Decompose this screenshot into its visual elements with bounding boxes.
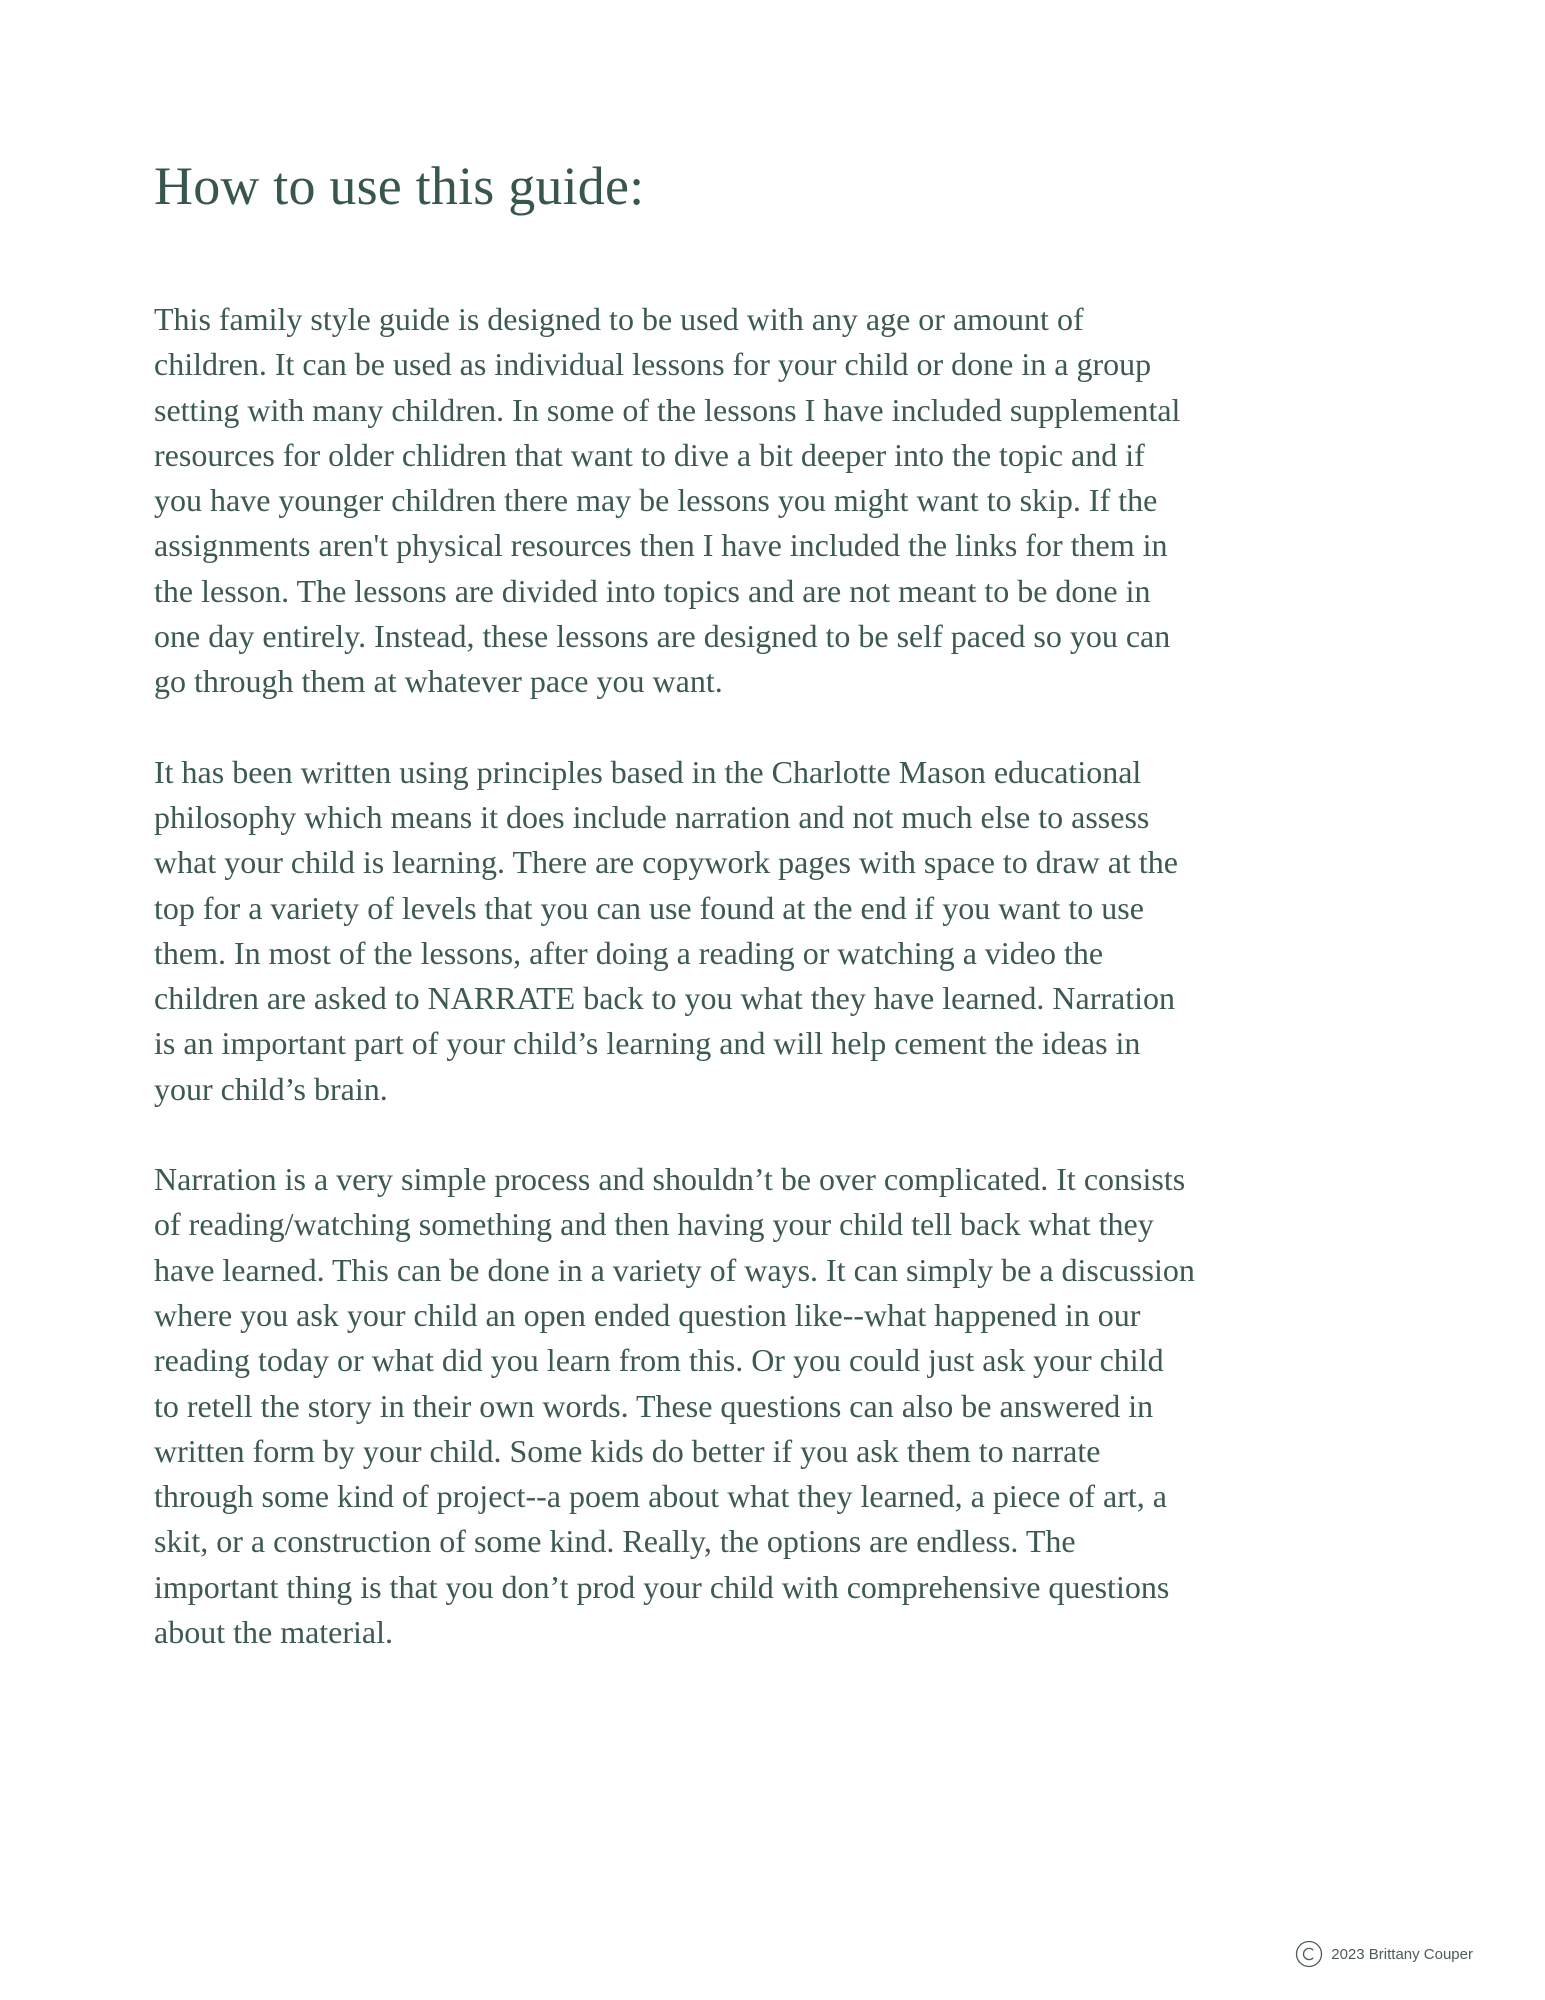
paragraph-line: to retell the story in their own words. These questions can also be answered in [154, 1387, 1154, 1424]
copyright-icon [1295, 1940, 1323, 1968]
paragraph-line: children. It can be used as individual lessons for your child or done in a group [154, 346, 1152, 383]
paragraph-line: is an important part of your child’s learning and will help cement the ideas in [154, 1025, 1141, 1062]
paragraph-line: where you ask your child an open ended question like--what happened in our [154, 1296, 1141, 1333]
paragraph-line: about the material. [154, 1614, 394, 1651]
paragraph-line: have learned. This can be done in a variety of ways. It can simply be a discussion [154, 1251, 1195, 1288]
paragraph-line: assignments aren't physical resources then I have included the links for them in [154, 527, 1168, 564]
paragraph-3 [154, 1157, 1409, 1655]
paragraph-line: what your child is learning. There are copywork pages with space to draw at the [154, 844, 1178, 881]
paragraph-line: reading today or what did you learn from this. Or you could just ask your child [154, 1342, 1164, 1379]
paragraph-line: It has been written using principles based in the Charlotte Mason educational [154, 753, 1142, 790]
paragraph-line: your child’s brain. [154, 1070, 388, 1107]
paragraph-line: written form by your child. Some kids do better if you ask them to narrate [154, 1432, 1101, 1469]
paragraph-line: through some kind of project--a poem about what they learned, a piece of art, a [154, 1478, 1167, 1515]
paragraph-line: one day entirely. Instead, these lessons are designed to be self paced so you can [154, 618, 1171, 655]
paragraph-line: go through them at whatever pace you want. [154, 663, 723, 700]
paragraph-line: setting with many children. In some of the lessons I have included supplemental [154, 391, 1181, 428]
paragraph-line: you have younger children there may be lessons you might want to skip. If the [154, 482, 1158, 519]
paragraph-line: philosophy which means it does include narration and not much else to assess [154, 798, 1150, 835]
paragraph-line: children are asked to NARRATE back to you what they have learned. Narration [154, 980, 1175, 1017]
paragraph-line: This family style guide is designed to be used with any age or amount of [154, 301, 1084, 337]
paragraph-line: them. In most of the lessons, after doing a reading or watching a video the [154, 934, 1104, 971]
paragraph-line: Narration is a very simple process and shouldn’t be over complicated. It consists [154, 1161, 1186, 1198]
paragraph-1 [154, 297, 1409, 705]
guide-body [154, 297, 1409, 1655]
paragraph-line: of reading/watching something and then having your child tell back what they [154, 1206, 1154, 1243]
paragraph-line: skit, or a construction of some kind. Really, the options are endless. The [154, 1523, 1076, 1560]
paragraph-line: important thing is that you don’t prod your child with comprehensive questions [154, 1568, 1170, 1605]
paragraph-line: top for a variety of levels that you can use found at the end if you want to use [154, 889, 1144, 926]
paragraph-2 [154, 750, 1409, 1112]
page-title: How to use this guide: [154, 156, 645, 216]
guide-page [154, 150, 1409, 1700]
copyright-footer [1295, 1940, 1473, 1968]
paragraph-line: resources for older chlidren that want to dive a bit deeper into the topic and if [154, 436, 1145, 473]
copyright-text: 2023 Brittany Couper [1331, 1945, 1473, 1963]
paragraph-line: the lesson. The lessons are divided into topics and are not meant to be done in [154, 572, 1151, 609]
